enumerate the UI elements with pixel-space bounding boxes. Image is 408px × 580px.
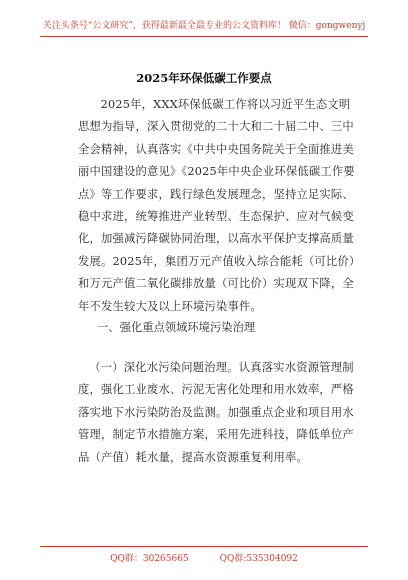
- footer-qq-group-2: QQ群:535304092: [219, 554, 298, 564]
- section-paragraph: （一）深化水污染问题治理。认真落实水资源管理制度，强化工业废水、污泥无害化处理和用水效率，严格落实地下水污染防治及监测。加强重点企业和项目用水管理，制定节水措施方案，采用先进科技，降低单位产品（产值）耗水量，提高水资源重复利用率。: [78, 361, 354, 464]
- header-banner: 关注头条号“公文研究”，获得最新最全最专业的公文资料库！ 微信：gongwenyj: [42, 21, 366, 31]
- footer-divider: [40, 546, 368, 547]
- footer-banner: [0, 551, 408, 564]
- intro-paragraph: 2025年，XXX环保低碳工作将以习近平生态文明思想为指导，深入贯彻党的二十大和二十届二中、三中全会精神，认真落实《中共中央国务院关于全面推进美丽中国建设的意见》《2025年中央企业环保低碳工作要点》等工作要求，践行绿色发展理念，坚持立足实际、稳中求进，统筹推进产业转型、生态保护、应对气候变化，加强减污降碳协同治理，以高水平保护支撑高质量发展。2025年，集团万元产值收入综合能耗（可比价）和万元产值二氧化碳排放量（可比价）实现双下降，全年不发生较大及以上环境污染事件。: [78, 98, 355, 313]
- document-title: 2025年环保低碳工作要点: [136, 71, 272, 85]
- section-heading: 一、强化重点领域环境污染治理: [97, 321, 256, 334]
- header-divider: [40, 36, 368, 37]
- footer-qq-group-1: QQ群：30265665: [110, 554, 189, 564]
